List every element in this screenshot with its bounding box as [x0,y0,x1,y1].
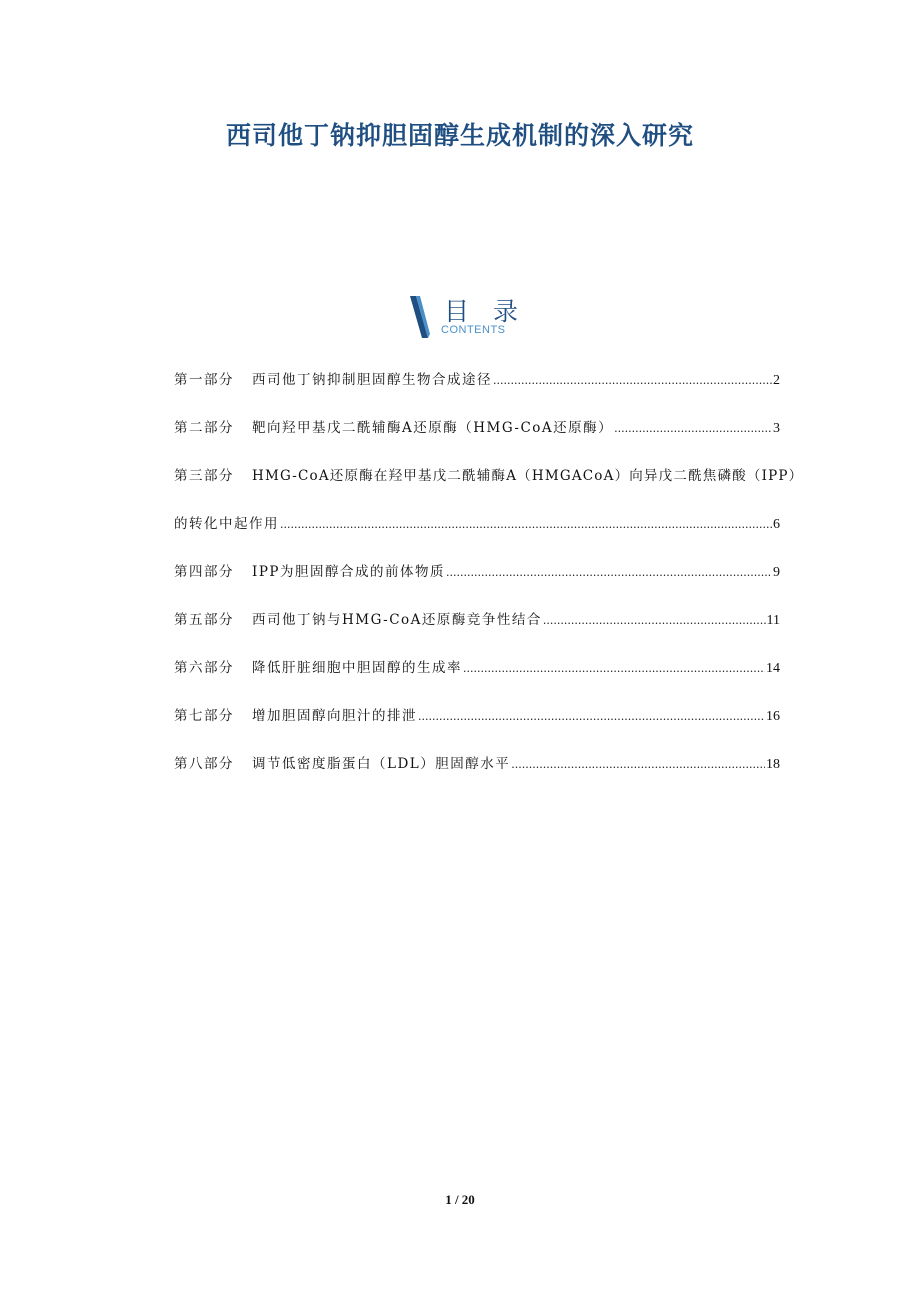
toc-entry-2[interactable] [174,416,780,436]
toc-leader [511,756,765,772]
toc-page: 16 [766,709,780,724]
toc-leader [280,516,772,532]
toc-part: 第六部分 [174,660,234,676]
table-of-contents [174,368,804,800]
toc-part: 第五部分 [174,612,234,628]
contents-logo-icon [408,296,430,338]
toc-leader [463,660,765,676]
toc-part: 第二部分 [174,420,234,436]
contents-heading [408,294,528,340]
toc-entry-5[interactable] [174,608,780,628]
contents-title-zh: 目 录 [444,297,526,326]
toc-entry-1[interactable] [174,368,780,388]
toc-title: 靶向羟甲基戊二酰辅酶A还原酶（HMG-CoA还原酶） [252,420,614,436]
toc-page: 2 [773,373,780,388]
toc-leader [614,420,772,436]
toc-title: 西司他丁钠与HMG-CoA还原酶竞争性结合 [252,612,542,628]
toc-page: 6 [773,517,780,532]
toc-part: 第七部分 [174,708,234,724]
toc-title: 西司他丁钠抑制胆固醇生物合成途径 [252,372,492,388]
toc-entry-7[interactable] [174,704,780,724]
toc-title: IPP为胆固醇合成的前体物质 [252,564,445,580]
toc-entry-4[interactable] [174,560,780,580]
page-indicator: 1 / 20 [445,1192,475,1207]
toc-leader [543,612,766,628]
toc-leader [418,708,765,724]
toc-part: 第三部分 [174,468,234,484]
toc-page: 11 [766,613,780,628]
toc-part: 第一部分 [174,372,234,388]
toc-page: 14 [766,661,780,676]
toc-entry-3[interactable] [174,464,804,484]
toc-part: 第四部分 [174,564,234,580]
toc-title: HMG-CoA还原酶在羟甲基戊二酰辅酶A（HMGACoA）向异戊二酰焦磷酸（IPP） [252,468,804,484]
toc-entry-8[interactable] [174,752,780,772]
document-title: 西司他丁钠抑胆固醇生成机制的深入研究 [225,121,694,150]
contents-title-en: CONTENTS [441,324,506,336]
toc-part: 第八部分 [174,756,234,772]
toc-page: 9 [773,565,780,580]
toc-title: 降低肝脏细胞中胆固醇的生成率 [252,660,462,676]
toc-leader [493,372,772,388]
toc-entry-6[interactable] [174,656,780,676]
toc-title: 增加胆固醇向胆汁的排泄 [252,708,417,724]
toc-entry-3-continued[interactable] [174,512,780,532]
toc-page: 3 [773,421,780,436]
toc-leader [446,564,772,580]
toc-page: 18 [766,757,780,772]
toc-title: 调节低密度脂蛋白（LDL）胆固醇水平 [252,756,511,772]
toc-title-continued: 的转化中起作用 [174,516,279,532]
